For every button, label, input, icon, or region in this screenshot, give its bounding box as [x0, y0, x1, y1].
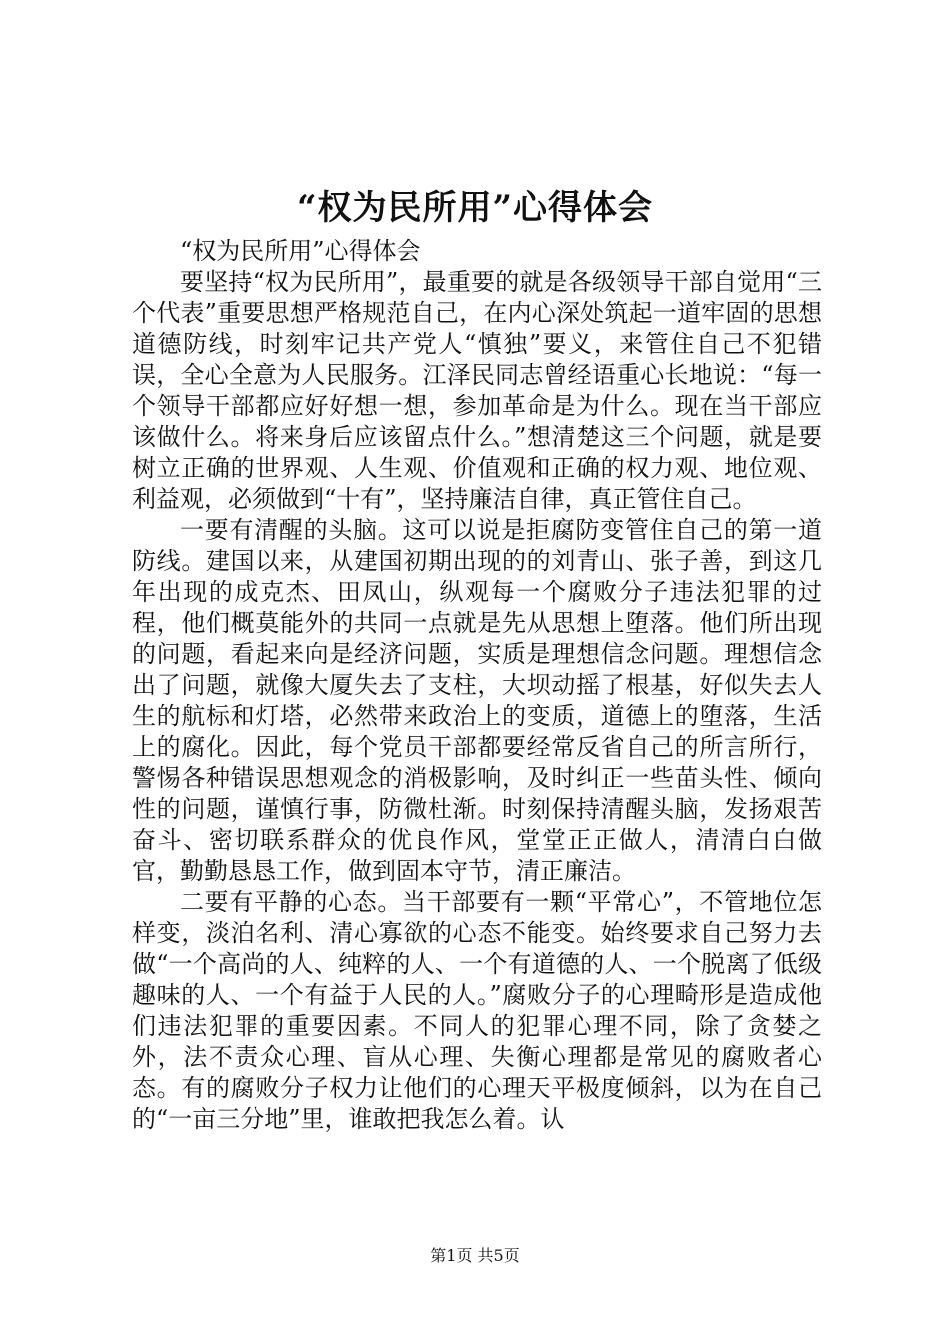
body-paragraph: 要坚持“权为民所用”，最重要的就是各级领导干部自觉用“三个代表”重要思想严格规范自己，在内心深处筑起一道牢固的思想道德防线，时刻牢记共产党人“慎独”要义，来管住自己不犯错误，全心全意为人民服务。江泽民同志曾经语重心长地说：“每一个领导干部都应好好想一想，参加革命是为什么。现在当干部应该做什么。将来身后应该留点什么。”想清楚这三个问题，就是要树立正确的世界观、人生观、价值观和正确的权力观、地位观、利益观，必须做到“十有”，坚持廉洁自律，真正管住自己。: [132, 268, 822, 513]
document-body: [132, 236, 822, 1135]
body-paragraph: 二要有平静的心态。当干部要有一颗“平常心”，不管地位怎样变，淡泊名利、清心寡欲的心态不能变。始终要求自己努力去做“一个高尚的人、纯粹的人、一个有道德的人、一个脱离了低级趣味的人、一个有益于人民的人。”腐败分子的心理畸形是造成他们违法犯罪的重要因素。不同人的犯罪心理不同，除了贪婪之外，法不责众心理、盲从心理、失衡心理都是常见的腐败者心态。有的腐败分子权力让他们的心理天平极度倾斜，以为在自己的“一亩三分地”里，谁敢把我怎么着。认: [132, 888, 822, 1133]
document-title: “权为民所用”心得体会: [296, 188, 654, 228]
body-paragraph: 一要有清醒的头脑。这可以说是拒腐防变管住自己的第一道防线。建国以来，从建国初期出现的的刘青山、张子善，到这几年出现的成克杰、田凤山，纵观每一个腐败分子违法犯罪的过程，他们概莫能外的共同一点就是先从思想上堕落。他们所出现的问题，看起来向是经济问题，实质是理想信念问题。理想信念出了问题，就像大厦失去了支柱，大坝动摇了根基，好似失去人生的航标和灯塔，必然带来政治上的变质，道德上的堕落，生活上的腐化。因此，每个党员干部都要经常反省自己的所言所行，警惕各种错误思想观念的消极影响，及时纠正一些苗头性、倾向性的问题，谨慎行事，防微杜渐。时刻保持清醒头脑，发扬艰苦奋斗、密切联系群众的优良作风，堂堂正正做人，清清白白做官，勤勤恳恳工作，做到固本守节，清正廉洁。: [132, 516, 822, 885]
page-number-footer: 第1页 共5页: [430, 1246, 520, 1265]
subtitle-paragraph: “权为民所用”心得体会: [180, 237, 421, 265]
